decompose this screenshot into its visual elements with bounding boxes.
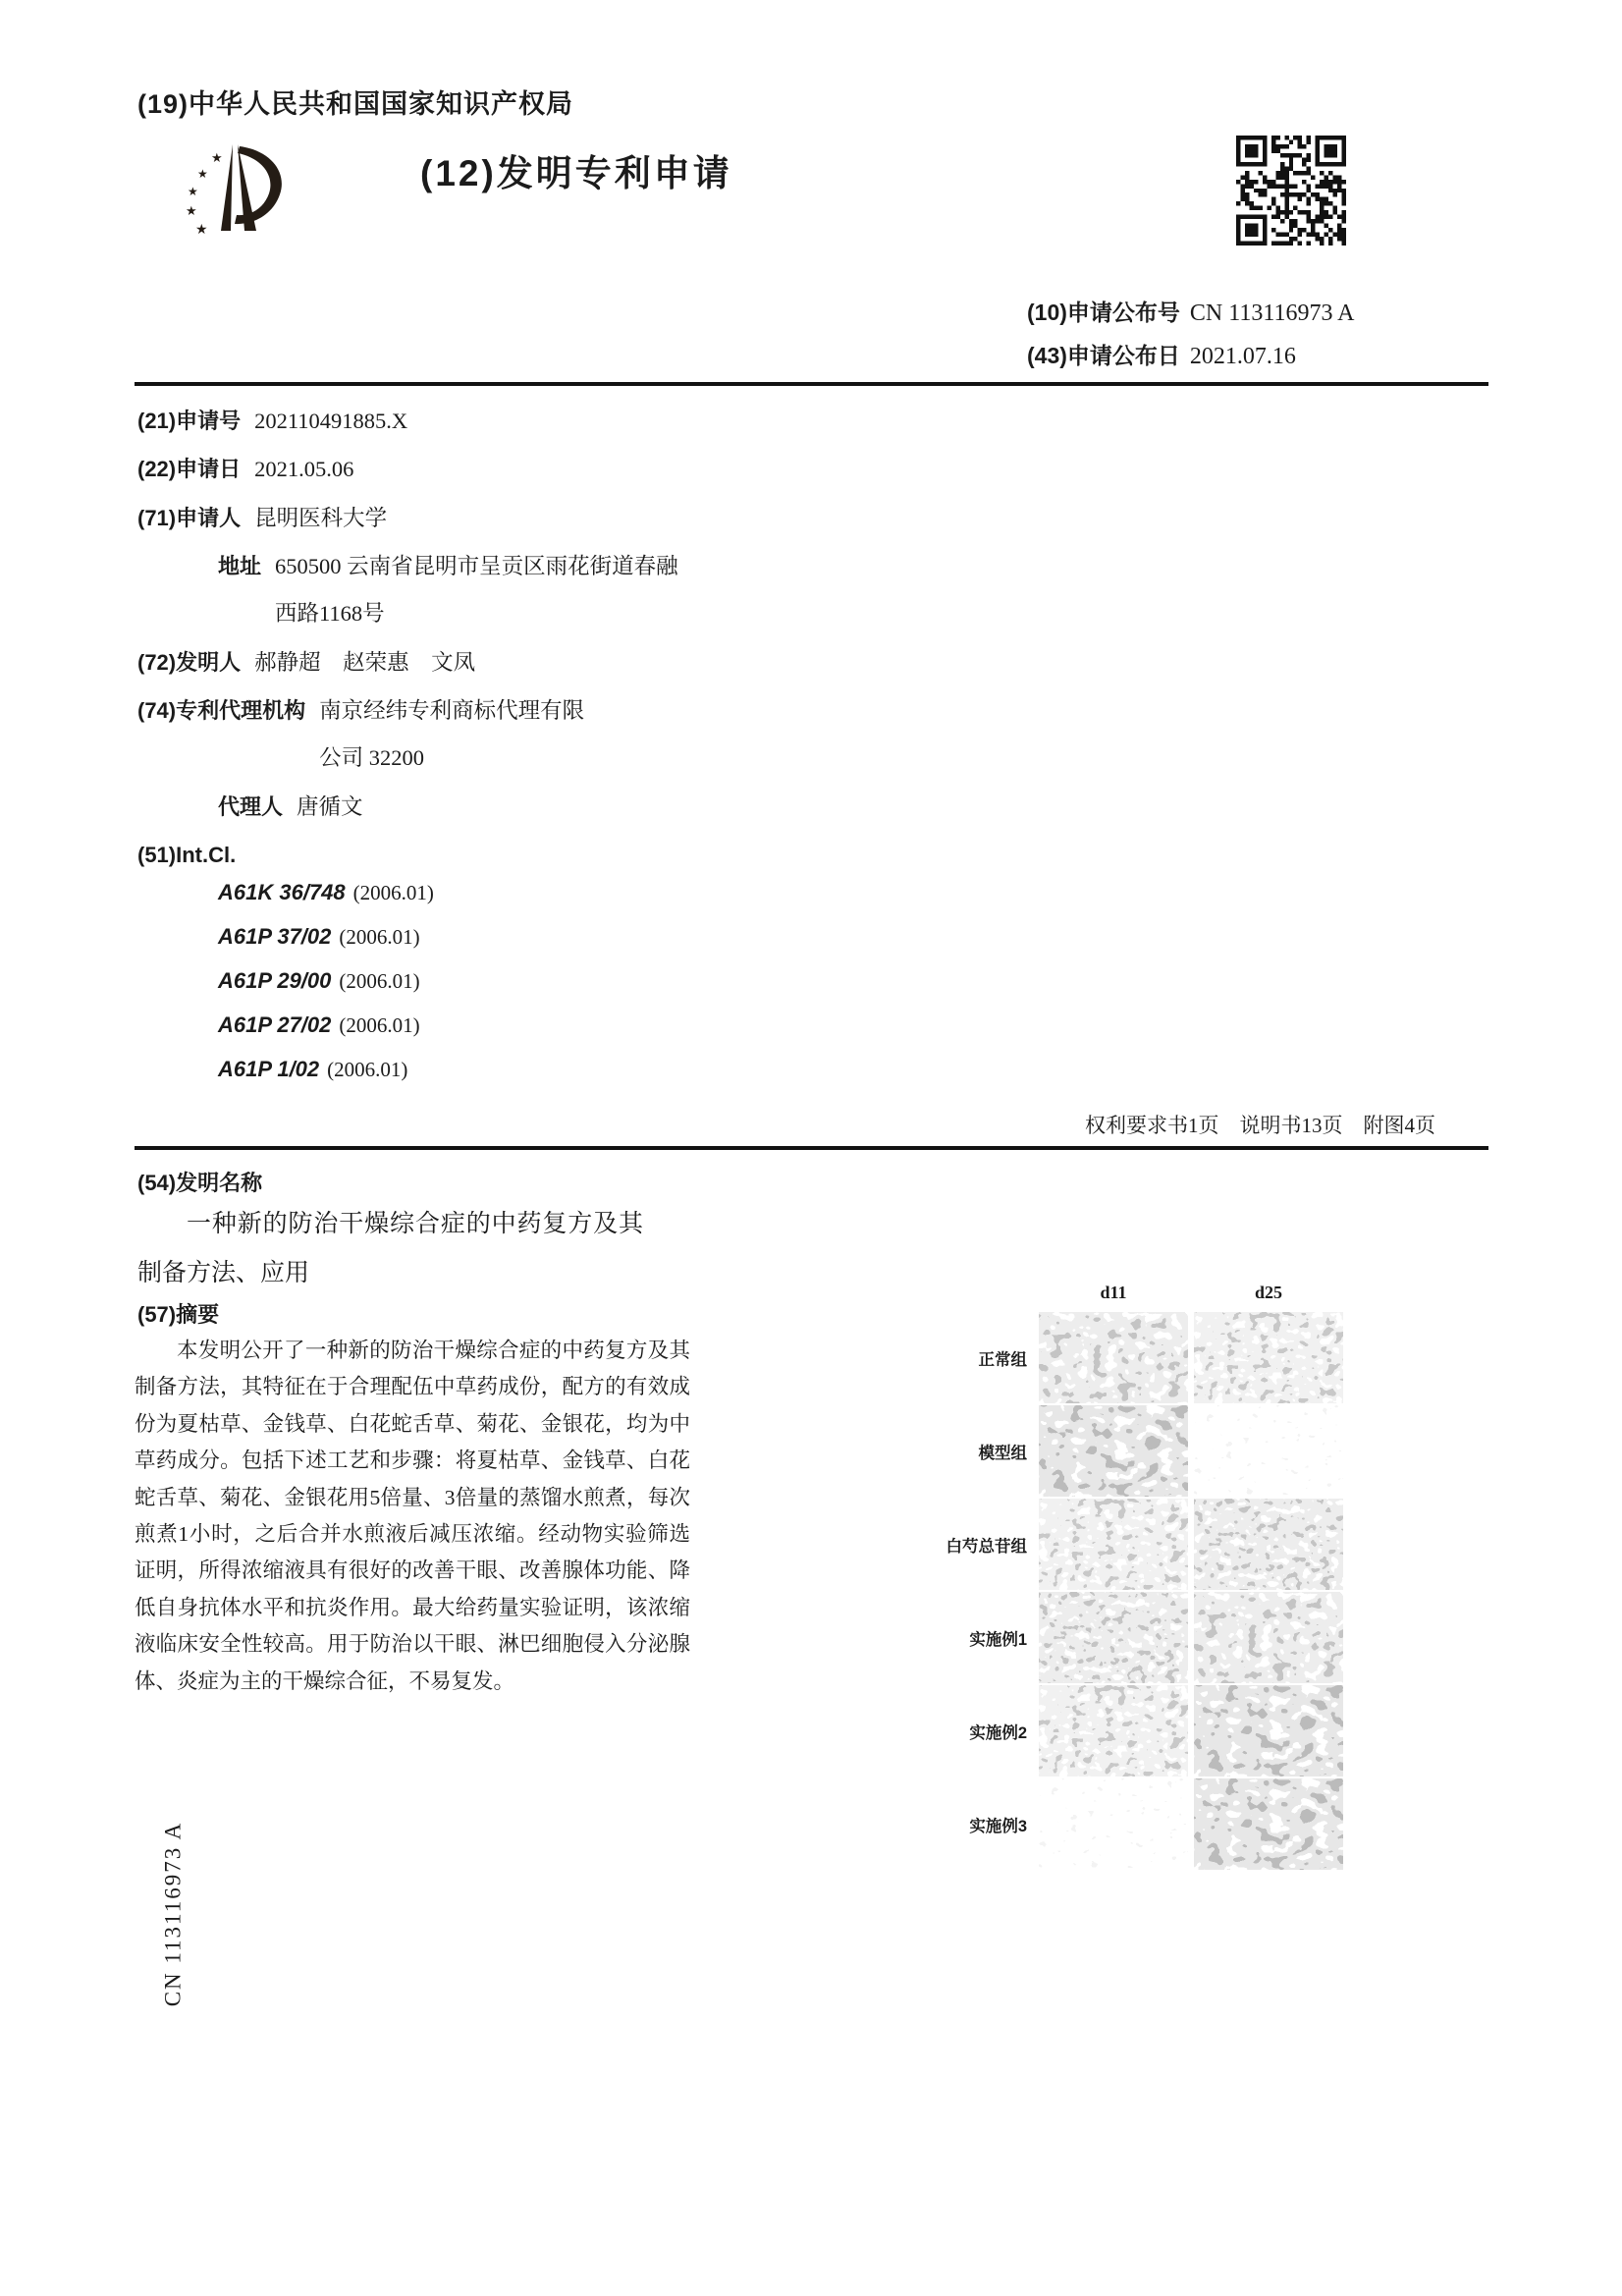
qr-code bbox=[1236, 136, 1346, 246]
figure-row-label: 正常组 bbox=[978, 1351, 1027, 1369]
ipc-item bbox=[218, 924, 420, 950]
histology-image bbox=[1194, 1778, 1343, 1870]
agency-label: (74)专利代理机构 bbox=[137, 698, 306, 723]
publication-number-line bbox=[1027, 295, 1354, 327]
applicant-line bbox=[137, 495, 387, 542]
divider bbox=[135, 382, 1488, 386]
publication-date-value: 2021.07.16 bbox=[1189, 344, 1296, 369]
figure-row-label: 实施例1 bbox=[969, 1631, 1027, 1649]
applicant-label: (71)申请人 bbox=[137, 506, 242, 530]
application-number-line bbox=[137, 398, 407, 445]
ipc-item bbox=[218, 1012, 420, 1038]
publication-number-value: CN 113116973 A bbox=[1189, 301, 1355, 326]
histology-image bbox=[1039, 1405, 1188, 1497]
agent-label: 代理人 bbox=[218, 794, 284, 819]
histology-image bbox=[1039, 1312, 1188, 1403]
issuing-office: (19)中华人民共和国国家知识产权局 bbox=[137, 89, 574, 119]
application-number-value: 202110491885.X bbox=[254, 409, 408, 433]
histology-image bbox=[1039, 1592, 1188, 1683]
invention-title: 一种新的防治干燥综合症的中药复方及其制备方法、应用 bbox=[137, 1211, 643, 1286]
inventors-label: (72)发明人 bbox=[137, 650, 242, 675]
abstract-section-label: (57)摘要 bbox=[137, 1302, 220, 1327]
figure-row-label: 实施例3 bbox=[969, 1818, 1027, 1835]
document-type: (12)发明专利申请 bbox=[420, 153, 732, 193]
cnipa-logo-icon bbox=[160, 140, 307, 246]
histology-image bbox=[1194, 1499, 1343, 1590]
address-label: 地址 bbox=[218, 554, 262, 578]
ipc-version: (2006.01) bbox=[339, 1013, 420, 1037]
ipc-code: A61P 29/00 bbox=[218, 968, 332, 993]
agent-value: 唐循文 bbox=[297, 794, 363, 819]
ipc-version: (2006.01) bbox=[339, 925, 420, 949]
ipc-version: (2006.01) bbox=[339, 969, 420, 993]
histology-image bbox=[1194, 1405, 1343, 1497]
figure-row-label: 实施例2 bbox=[969, 1724, 1027, 1742]
agency-line bbox=[137, 687, 596, 782]
abstract-text: 本发明公开了一种新的防治干燥综合症的中药复方及其制备方法，其特征在于合理配伍中草药成份，配方的有效成份为夏枯草、金钱草、白花蛇舌草、菊花、金银花，均为中草药成分。包括下述工艺和步骤：将夏枯草、金钱草、白花蛇舌草、菊花、金银花用5倍量、3倍量的蒸馏水煎煮，每次煎煮1小时，之后合并水煎液后减压浓缩。经动物实验筛选证明，所得浓缩液具有很好的改善干眼、改善腺体功能、降低自身抗体水平和抗炎作用。最大给药量实验证明，该浓缩液临床安全性较高。用于防治以干眼、淋巴细胞侵入分泌腺体、炎症为主的干燥综合征，不易复发。 bbox=[135, 1339, 690, 1693]
publication-date-line bbox=[1027, 338, 1296, 370]
side-publication-code: CN 113116973 A bbox=[160, 1821, 186, 2007]
application-date-label: (22)申请日 bbox=[137, 457, 242, 481]
agent-line bbox=[218, 784, 363, 831]
address-value: 650500 云南省昆明市呈贡区雨花街道春融西路1168号 bbox=[275, 554, 678, 626]
publication-number-label: (10)申请公布号 bbox=[1027, 300, 1180, 325]
application-date-line bbox=[137, 446, 353, 493]
histology-image bbox=[1039, 1685, 1188, 1777]
title-section-label: (54)发明名称 bbox=[137, 1171, 263, 1195]
figure-column-header-d25: d25 bbox=[1254, 1283, 1282, 1302]
histology-image bbox=[1039, 1778, 1188, 1870]
inventors-line bbox=[137, 639, 475, 686]
ipc-item bbox=[218, 880, 434, 905]
star-icon: ★ bbox=[186, 203, 197, 218]
star-icon: ★ bbox=[211, 150, 223, 165]
ipc-item bbox=[218, 1057, 407, 1082]
ipc-version: (2006.01) bbox=[327, 1058, 408, 1081]
application-date-value: 2021.05.06 bbox=[254, 457, 354, 481]
ipc-version: (2006.01) bbox=[352, 881, 434, 904]
histology-image bbox=[1194, 1312, 1343, 1403]
ipc-code: A61P 37/02 bbox=[218, 924, 332, 949]
application-number-label: (21)申请号 bbox=[137, 409, 242, 433]
ipc-heading bbox=[137, 832, 249, 879]
pages-info: 权利要求书1页 说明书13页 附图4页 bbox=[1085, 1114, 1435, 1137]
histology-image bbox=[1194, 1685, 1343, 1777]
ipc-item bbox=[218, 968, 420, 994]
star-icon: ★ bbox=[197, 167, 208, 181]
ipc-code: A61P 1/02 bbox=[218, 1057, 320, 1081]
histology-image bbox=[1194, 1592, 1343, 1683]
agency-value: 南京经纬专利商标代理有限公司 32200 bbox=[319, 698, 585, 770]
inventors-value: 郝静超 赵荣惠 文凤 bbox=[254, 650, 476, 675]
divider bbox=[135, 1146, 1488, 1150]
figure-row-label: 模型组 bbox=[978, 1445, 1027, 1462]
star-icon: ★ bbox=[195, 223, 208, 238]
address-line bbox=[218, 543, 679, 637]
ipc-code: A61P 27/02 bbox=[218, 1012, 332, 1037]
ipc-label: (51)Int.Cl. bbox=[137, 843, 237, 867]
star-icon: ★ bbox=[188, 185, 198, 198]
publication-date-label: (43)申请公布日 bbox=[1027, 343, 1180, 368]
figure-row-label: 白芍总苷组 bbox=[946, 1538, 1027, 1556]
histology-image bbox=[1039, 1499, 1188, 1590]
figure-column-header-d11: d11 bbox=[1100, 1283, 1127, 1302]
applicant-value: 昆明医科大学 bbox=[254, 506, 388, 530]
ipc-code: A61K 36/748 bbox=[218, 880, 346, 904]
